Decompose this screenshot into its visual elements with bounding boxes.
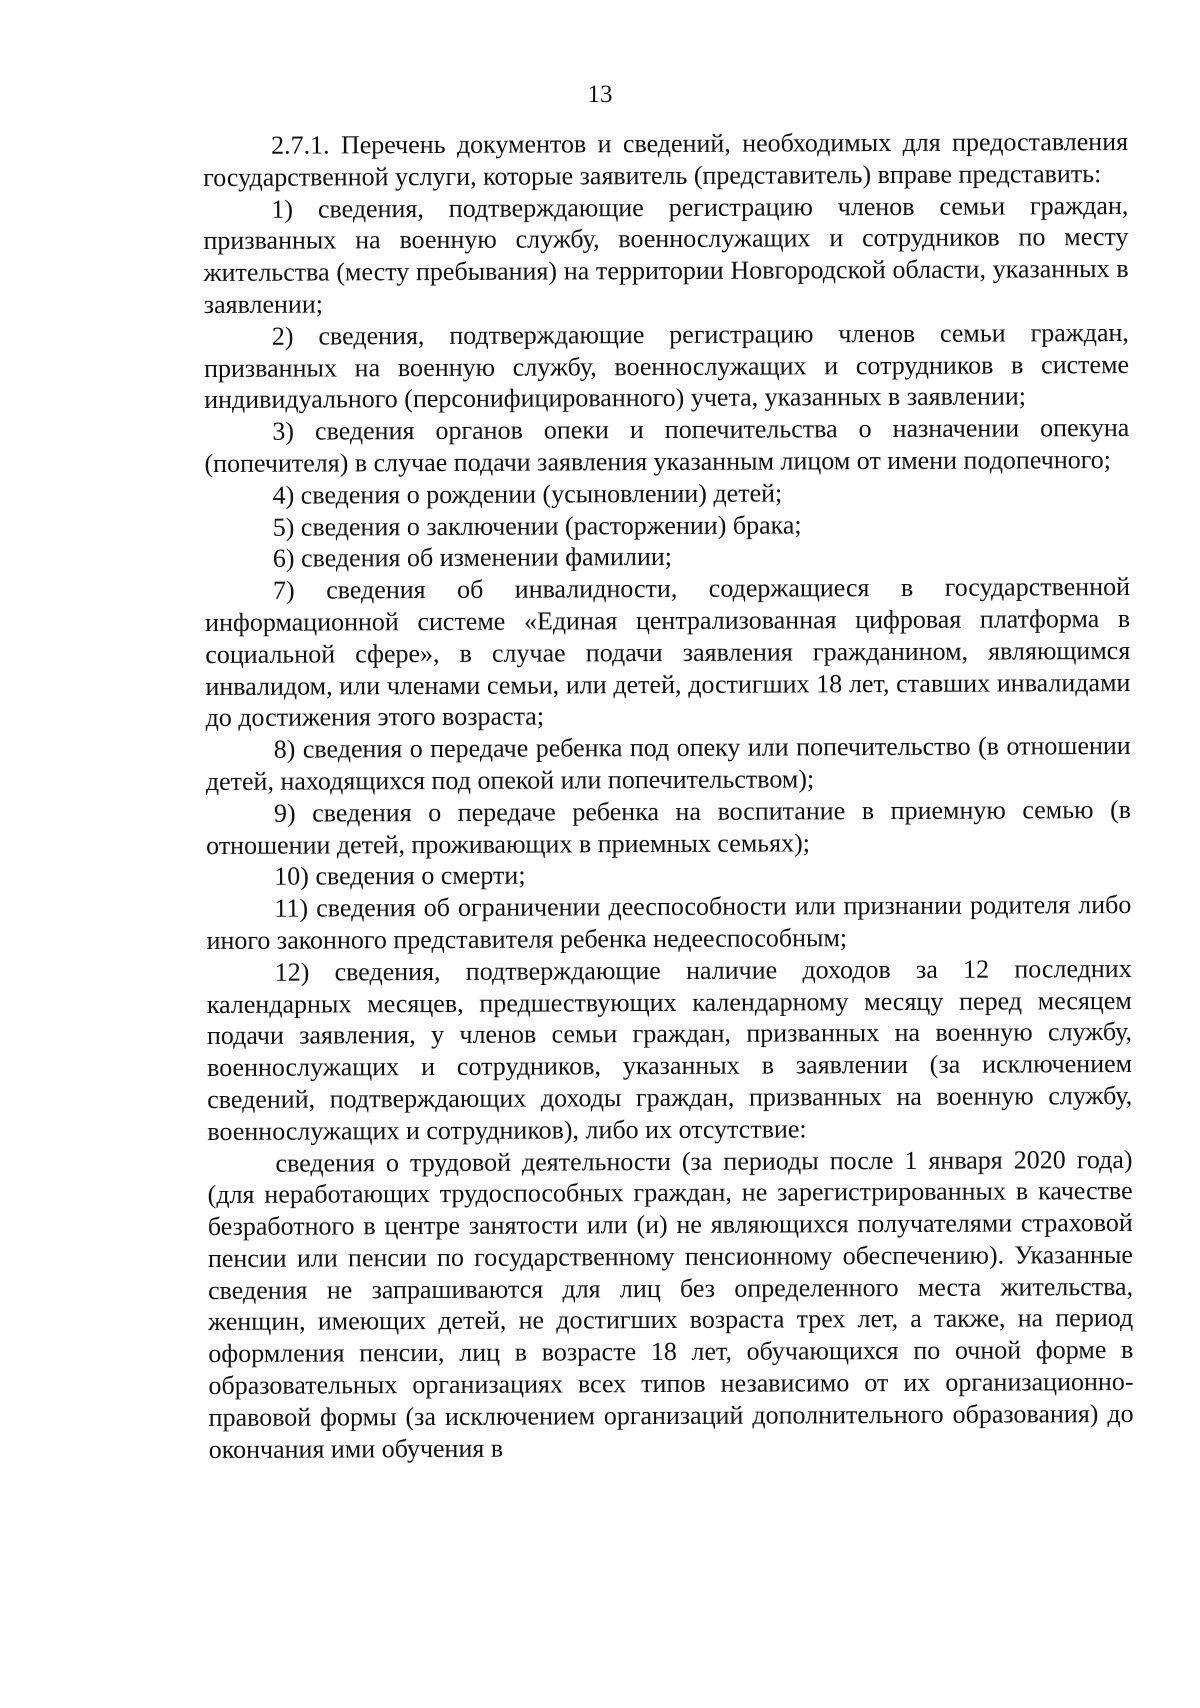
list-item-10: 10) сведения о смерти; bbox=[274, 860, 526, 892]
list-item-5: 5) сведения о заключении (расторжении) брака; bbox=[272, 509, 802, 542]
list-item-6: 6) сведения об изменении фамилии; bbox=[272, 542, 673, 574]
employment-info-paragraph: сведения о трудовой деятельности (за периоды после 1 января 2020 года) (для неработающих трудоспособных граждан, не зарегистрированных в качестве безработного в центре занятости или (и) не являющихся получателями страховой пенсии или пенсии по государственному пенсионному обеспечению). Указанные сведения не запрашиваются для лиц без определенного места жительства, женщин, имеющих детей, не достигших возраста трех лет, а также, на период оформления пенсии, лиц в возрасте 18 лет, обучающихся по очной форме в образовательных организациях всех типов независимо от их организационно-правовой формы (за исключением организаций дополнительного образования) до окончания ими обучения в bbox=[207, 1144, 1134, 1464]
list-item-11: 11) сведения об ограничении дееспособности или признании родителя либо иного законного представителя ребенка недееспособным; bbox=[206, 890, 1132, 955]
list-item-12: 12) сведения, подтверждающие наличие доходов за 12 последних календарных месяцев, предшествующих календарному месяцу перед месяцем подачи заявления, у членов семьи граждан, призванных на военную службу, военнослужащих и сотрудников, указанных в заявлении (за исключением сведений, подтверждающих доходы граждан, призванных на военную службу, военнослужащих и сотрудников), либо их отсутствие: bbox=[206, 953, 1133, 1146]
list-item-8: 8) сведения о передаче ребенка под опеку или попечительство (в отношении детей, находящихся под опекой или попечительством); bbox=[205, 731, 1131, 796]
document-body bbox=[203, 126, 1134, 1465]
list-item-4: 4) сведения о рождении (усыновлении) детей; bbox=[272, 478, 783, 510]
list-item-9: 9) сведения о передаче ребенка на воспитание в приемную семью (в отношении детей, проживающих в приемных семьях); bbox=[206, 794, 1132, 860]
page-number: 13 bbox=[587, 81, 613, 108]
list-item-2: 2) сведения, подтверждающие регистрацию членов семьи граждан, призванных на военную службу, военнослужащих и сотрудников в системе индивидуального (персонифицированного) учета, указанных в заявлении; bbox=[203, 317, 1130, 415]
paragraph-2-7-1-intro: 2.7.1. Перечень документов и сведений, необходимых для предоставления государственной услуги, которые заявитель (представитель) вправе представить: bbox=[203, 126, 1129, 192]
list-item-7: 7) сведения об инвалидности, содержащиеся в государственной информационной системе «Единая централизованная цифровая платформа в социальной сфере», в случае подачи заявления гражданином, являющимся инвалидом, или членами семьи, или детей, достигших 18 лет, ставших инвалидами до достижения этого возраста; bbox=[205, 572, 1131, 733]
list-item-1: 1) сведения, подтверждающие регистрацию членов семьи граждан, призванных на военную службу, военнослужащих и сотрудников по месту жительства (месту пребывания) на территории Новгородской области, указанных в заявлении; bbox=[203, 190, 1129, 319]
list-item-3: 3) сведения органов опеки и попечительства о назначении опекуна (попечителя) в случае подачи заявления указанным лицом от имени подопечного; bbox=[204, 413, 1130, 478]
